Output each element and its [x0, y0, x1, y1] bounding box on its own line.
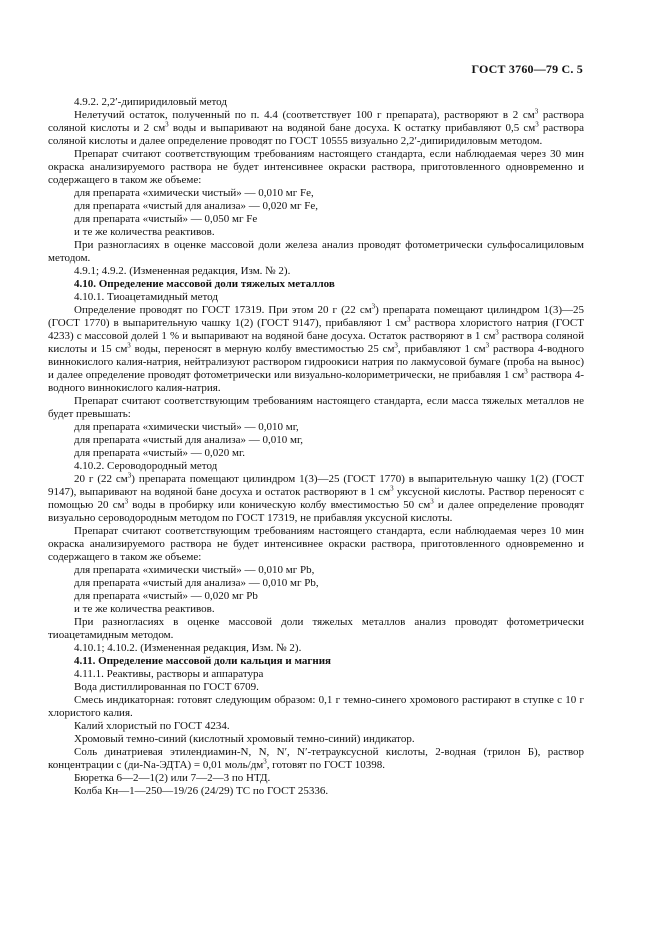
paragraph: При разногласиях в оценке массовой доли железа анализ проводят фотометрически сульфосалициловым методом. [48, 239, 584, 264]
paragraph: Нелетучий остаток, полученный по п. 4.4 (соответствует 100 г препарата), растворяют в 2 $см^3$ раствора соляной кислоты и 2 $см^3$ воды и выпаривают на водяной бане досуха. К остатку прибавляют 0,5 $см^3$ раствора соляной кислоты и далее определение проводят по ГОСТ 10555 визуально 2,2′-дипиридиловым методом. [48, 107, 585, 147]
paragraph: для препарата «химически чистый» — 0,010 мг, [74, 421, 299, 433]
paragraph: для препарата «чистый для анализа» — 0,020 мг Fe, [74, 200, 318, 212]
paragraph: 20 г (22 $см^3$) препарата помещают цилиндром 1(3)—25 (ГОСТ 1770) в выпарительную чашку 1(2) (ГОСТ 9147), выпаривают на водяной бане досуха и остаток растворяют в 1 $см^3$ уксусной кислоты. Раствор переносят с помощью 20 $см^3$ воды в пробирку или коническую колбу вместимостью 50 $см^3$ и далее определение проводят визуально сероводородным методом по ГОСТ 17319, не прибавляя уксусной кислоты. [48, 471, 585, 524]
paragraph: 4.10. Определение массовой доли тяжелых металлов [74, 278, 335, 290]
paragraph: 4.10.2. Сероводородный метод [74, 460, 218, 472]
paragraph: Калий хлористый по ГОСТ 4234. [74, 720, 230, 732]
paragraph: 4.10.1; 4.10.2. (Измененная редакция, Изм. № 2). [74, 642, 302, 654]
document-body [48, 96, 584, 798]
page-header: ГОСТ 3760—79 С. 5 [471, 62, 583, 76]
paragraph: для препарата «чистый» — 0,020 мг Pb [74, 590, 258, 602]
paragraph: Бюретка 6—2—1(2) или 7—2—3 по НТД. [74, 772, 271, 784]
paragraph: Препарат считают соответствующим требованиям настоящего стандарта, если наблюдаемая через 10 мин окраска анализируемого раствора не будет интенсивнее окраски раствора, приготовленного одновременно и содержащего в таком же объеме: [48, 525, 584, 563]
paragraph: Хромовый темно-синий (кислотный хромовый темно-синий) индикатор. [74, 733, 415, 745]
paragraph: и те же количества реактивов. [74, 226, 215, 238]
paragraph: Вода дистиллированная по ГОСТ 6709. [74, 681, 259, 693]
paragraph: для препарата «чистый для анализа» — 0,010 мг, [74, 434, 303, 446]
paragraph: 4.11.1. Реактивы, растворы и аппаратура [74, 668, 264, 680]
paragraph: 4.9.1; 4.9.2. (Измененная редакция, Изм. № 2). [74, 265, 291, 277]
paragraph: 4.10.1. Тиоацетамидный метод [74, 291, 218, 303]
paragraph: Колба Кн—1—250—19/26 (24/29) ТС по ГОСТ 25336. [74, 785, 329, 797]
paragraph: для препарата «чистый» — 0,020 мг. [74, 447, 245, 459]
paragraph: 4.9.2. 2,2′-дипиридиловый метод [74, 96, 227, 108]
paragraph: и те же количества реактивов. [74, 603, 215, 615]
paragraph: для препарата «чистый для анализа» — 0,010 мг Pb, [74, 577, 319, 589]
paragraph: 4.11. Определение массовой доли кальция и магния [74, 655, 332, 667]
paragraph: для препарата «химически чистый» — 0,010 мг Pb, [74, 564, 315, 576]
paragraph: При разногласиях в оценке массовой доли тяжелых металлов анализ проводят фотометрически тиоацетамидным методом. [48, 616, 584, 641]
paragraph: Определение проводят по ГОСТ 17319. При этом 20 г (22 $см^3$) препарата помещают цилиндром 1(3)—25 (ГОСТ 1770) в выпарительную чашку 1(2) (ГОСТ 9147), прибавляют 1 $см^3$ раствора хлористого натрия (ГОСТ 4233) с массовой долей 1 % и выпаривают на водяной бане досуха. Остаток растворяют в 1 $см^3$ раствора соляной кислоты и 15 $см^3$ воды, переносят в мерную колбу вместимостью 25 $см^3$, прибавляют 1 $см^3$ раствора 4-водного виннокислого калия-натрия, нейтрализуют раствором гидроокиси натрия по лакмусовой бумаге (проба на вынос) и далее определение проводят фотометрически или визуально-колориметрически, не прибавляя 1 $см^3$ раствора 4-водного виннокислого калия-натрия. [48, 302, 584, 394]
paragraph: Соль динатриевая этилендиамин-N, N, N′, N′-тетрауксусной кислоты, 2-водная (трилон Б), раствор концентрации c (ди-Na-ЭДТА) = 0,01 моль/$дм^3$, готовят по ГОСТ 10398. [48, 746, 584, 771]
paragraph: Препарат считают соответствующим требованиям настоящего стандарта, если масса тяжелых металлов не будет превышать: [48, 395, 584, 420]
paragraph: для препарата «химически чистый» — 0,010 мг Fe, [74, 187, 314, 199]
paragraph: Препарат считают соответствующим требованиям настоящего стандарта, если наблюдаемая через 30 мин окраска анализируемого раствора не будет интенсивнее окраски раствора, приготовленного одновременно и содержащего в таком же объеме: [48, 148, 584, 186]
paragraph: для препарата «чистый» — 0,050 мг Fe [74, 213, 258, 225]
paragraph: Смесь индикаторная: готовят следующим образом: 0,1 г темно-синего хромового растирают в ступке с 10 г хлористого калия. [48, 694, 584, 719]
